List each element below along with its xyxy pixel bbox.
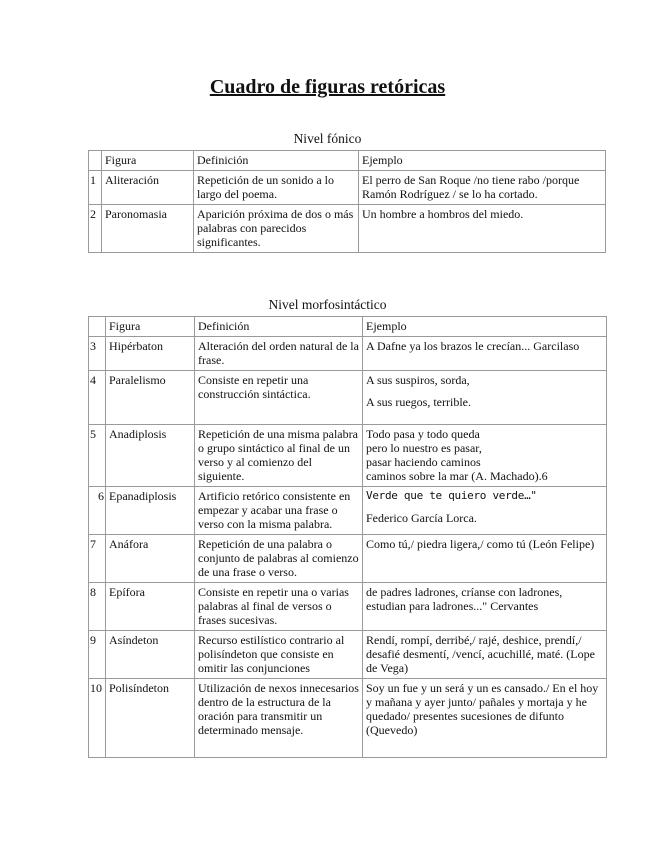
section-title-morfo: Nivel morfosintáctico [268, 297, 387, 312]
ejemplo-line: Federico García Lorca. [366, 511, 477, 525]
row-definicion: Repetición de un sonido a lo largo del poema. [194, 171, 359, 205]
ejemplo-line: caminos sobre la mar (A. Machado).6 [366, 469, 548, 483]
table-morfo [88, 316, 607, 758]
row-definicion: Repetición de una palabra o conjunto de palabras al comienzo de una frase o verso. [195, 535, 363, 583]
row-figura: Anadiplosis [106, 425, 195, 487]
header-figura: Figura [106, 317, 195, 337]
row-number: 8 [89, 583, 106, 631]
ejemplo-line: pero lo nuestro es pasar, [366, 441, 482, 455]
ejemplo-line: Todo pasa y todo queda [366, 427, 480, 441]
table-row [89, 337, 607, 371]
section-title-fonico: Nivel fónico [293, 131, 362, 146]
row-definicion: Utilización de nexos innecesarios dentro de la estructura de la oración para transmitir un determinado mensaje. [195, 679, 363, 758]
row-figura: Epífora [106, 583, 195, 631]
row-definicion: Artificio retórico consistente en empezar y acabar una frase o verso con la misma palabra. [195, 487, 363, 535]
row-figura: Anáfora [106, 535, 195, 583]
row-figura: Polisíndeton [106, 679, 195, 758]
row-ejemplo: Un hombre a hombros del miedo. [359, 205, 606, 253]
row-figura: Aliteración [102, 171, 194, 205]
table-row [89, 371, 607, 425]
row-ejemplo [363, 371, 607, 425]
table-fonico [88, 150, 606, 253]
row-number: 1 [89, 171, 102, 205]
header-ejemplo: Ejemplo [363, 317, 607, 337]
row-ejemplo: A Dafne ya los brazos le crecían... Garcilaso [363, 337, 607, 371]
row-definicion: Aparición próxima de dos o más palabras con parecidos significantes. [194, 205, 359, 253]
row-definicion: Consiste en repetir una construcción sintáctica. [195, 371, 363, 425]
row-number: 6 [89, 487, 106, 535]
table-row [89, 535, 607, 583]
row-number: 7 [89, 535, 106, 583]
table-row [89, 425, 607, 487]
ejemplo-line: pasar haciendo caminos [366, 455, 481, 469]
table-header-row [89, 151, 606, 171]
row-ejemplo: Soy un fue y un será y un es cansado./ En el hoy y mañana y ayer junto/ pañales y mortaja y he quedado/ presentes sucesiones de difunto (Quevedo) [363, 679, 607, 758]
row-definicion: Alteración del orden natural de la frase. [195, 337, 363, 371]
row-figura: Paralelismo [106, 371, 195, 425]
row-ejemplo: de padres ladrones, críanse con ladrones, estudian para ladrones..." Cervantes [363, 583, 607, 631]
table-row [89, 205, 606, 253]
table-row [89, 631, 607, 679]
ejemplo-line: A sus suspiros, sorda, [366, 373, 470, 387]
header-definicion: Definición [194, 151, 359, 171]
header-definicion: Definición [195, 317, 363, 337]
table-row [89, 487, 607, 535]
row-ejemplo: Como tú,/ piedra ligera,/ como tú (León Felipe) [363, 535, 607, 583]
row-definicion: Repetición de una misma palabra o grupo sintáctico al final de un verso y al comienzo del siguiente. [195, 425, 363, 487]
row-ejemplo: El perro de San Roque /no tiene rabo /porque Ramón Rodríguez / se lo ha cortado. [359, 171, 606, 205]
header-num [89, 151, 102, 171]
row-definicion: Recurso estilístico contrario al polisíndeton que consiste en omitir las conjunciones [195, 631, 363, 679]
row-number: 5 [89, 425, 106, 487]
row-number: 10 [89, 679, 106, 758]
header-ejemplo: Ejemplo [359, 151, 606, 171]
header-num [89, 317, 106, 337]
row-ejemplo: Rendí, rompí, derribé,/ rajé, deshice, prendí,/ desafié desmentí, /vencí, acuchillé, maté. (Lope de Vega) [363, 631, 607, 679]
ejemplo-line: Verde que te quiero verde…" [366, 489, 537, 502]
table-row [89, 679, 607, 758]
row-figura: Epanadiplosis [106, 487, 195, 535]
row-number: 3 [89, 337, 106, 371]
table-header-row [89, 317, 607, 337]
row-number: 2 [89, 205, 102, 253]
row-ejemplo [363, 487, 607, 535]
row-number: 9 [89, 631, 106, 679]
header-figura: Figura [102, 151, 194, 171]
page-title: Cuadro de figuras retóricas [209, 76, 446, 98]
row-number: 4 [89, 371, 106, 425]
row-figura: Asíndeton [106, 631, 195, 679]
row-ejemplo [363, 425, 607, 487]
row-figura: Paronomasia [102, 205, 194, 253]
table-row [89, 583, 607, 631]
row-definicion: Consiste en repetir una o varias palabras al final de versos o frases sucesivas. [195, 583, 363, 631]
table-row [89, 171, 606, 205]
ejemplo-line: A sus ruegos, terrible. [366, 395, 471, 409]
row-figura: Hipérbaton [106, 337, 195, 371]
